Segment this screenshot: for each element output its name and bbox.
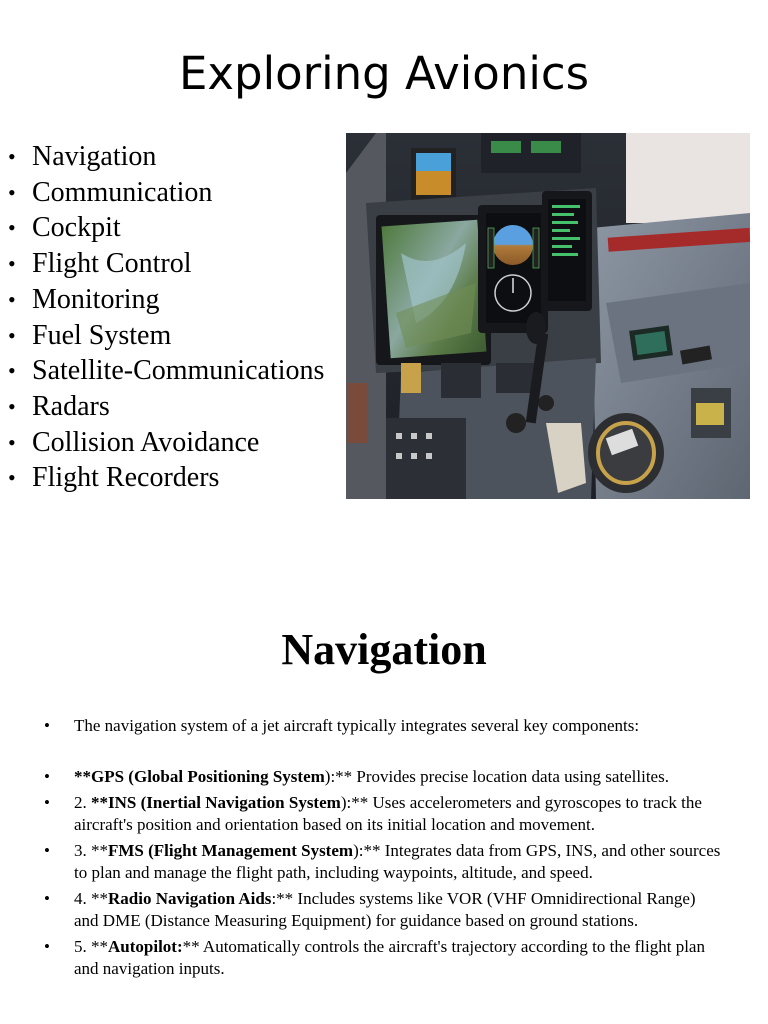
item-term: Radio Navigation Aids xyxy=(108,889,272,908)
item-prefix: 2. xyxy=(74,793,91,812)
list-item xyxy=(8,246,324,282)
topic-label: Navigation xyxy=(32,141,157,172)
bullet: • xyxy=(8,429,16,455)
intro-text: The navigation system of a jet aircraft typically integrates several key components: xyxy=(74,716,640,735)
item-open-marker: ** xyxy=(91,841,108,860)
item-description: ** Automatically controls the aircraft's trajectory according to the flight plan and navigation inputs. xyxy=(74,937,705,978)
list-item xyxy=(44,840,724,884)
bullet: • xyxy=(8,358,16,384)
item-description: ):** Provides precise location data using satellites. xyxy=(324,767,669,786)
topic-label: Monitoring xyxy=(32,283,160,315)
item-description: ):** Uses accelerometers and gyroscopes to track the aircraft's position and orientation based on its initial location and movement. xyxy=(74,793,702,834)
item-prefix: 3. xyxy=(74,841,91,860)
item-description: :** Includes systems like VOR (VHF Omnidirectional Range) and DME (Distance Measuring Equipment) for guidance based on ground stations. xyxy=(74,889,696,930)
item-description: ):** Integrates data from GPS, INS, and other sources to plan and manage the flight path, including waypoints, altitude, and speed. xyxy=(74,841,721,882)
topic-label: Satellite-Communications xyxy=(32,355,325,387)
bullet: • xyxy=(8,215,16,241)
bullet: • xyxy=(44,937,50,956)
section-title: Navigation xyxy=(281,625,487,674)
bullet: • xyxy=(44,889,50,908)
list-item xyxy=(8,175,324,211)
bullet: • xyxy=(44,767,50,786)
list-item xyxy=(8,389,324,425)
topic-label: Collision Avoidance xyxy=(32,426,260,458)
list-item xyxy=(8,353,324,389)
list-item xyxy=(8,460,324,496)
item-term: Autopilot: xyxy=(108,937,183,956)
slide-title: Exploring Avionics xyxy=(178,47,590,100)
list-item xyxy=(8,318,324,354)
list-item xyxy=(44,888,724,932)
bullet: • xyxy=(44,841,50,860)
item-open-marker: ** xyxy=(91,793,108,812)
item-term: GPS (Global Positioning System xyxy=(91,767,325,786)
list-item xyxy=(8,282,324,318)
bullet: • xyxy=(8,144,16,169)
list-item xyxy=(8,425,324,461)
navigation-details-list xyxy=(44,715,724,984)
item-open-marker: ** xyxy=(91,937,108,956)
item-term: FMS (Flight Management System xyxy=(108,841,354,860)
item-prefix: 4. xyxy=(74,889,91,908)
item-prefix: 5. xyxy=(74,937,91,956)
cockpit-photo xyxy=(346,133,750,499)
topic-label: Communication xyxy=(32,176,213,208)
item-open-marker: ** xyxy=(74,767,91,786)
list-item xyxy=(8,139,324,175)
bullet: • xyxy=(8,322,16,348)
topic-list xyxy=(8,139,324,496)
bullet: • xyxy=(8,179,16,205)
topic-label: Flight Control xyxy=(32,248,192,280)
list-item xyxy=(44,792,724,836)
bullet: • xyxy=(8,393,16,419)
list-item xyxy=(44,936,724,980)
list-item xyxy=(8,210,324,246)
list-item xyxy=(44,715,724,737)
item-term: INS (Inertial Navigation System xyxy=(108,793,341,812)
topic-label: Cockpit xyxy=(32,212,121,244)
bullet: • xyxy=(8,465,16,491)
item-open-marker: ** xyxy=(91,889,108,908)
cockpit-illustration xyxy=(346,133,750,499)
bullet: • xyxy=(44,793,50,812)
bullet: • xyxy=(44,716,50,735)
bullet: • xyxy=(8,286,16,312)
bullet: • xyxy=(8,251,16,277)
topic-label: Radars xyxy=(32,390,110,422)
list-item xyxy=(44,766,724,788)
topic-label: Flight Recorders xyxy=(32,462,220,494)
topic-label: Fuel System xyxy=(32,319,172,351)
